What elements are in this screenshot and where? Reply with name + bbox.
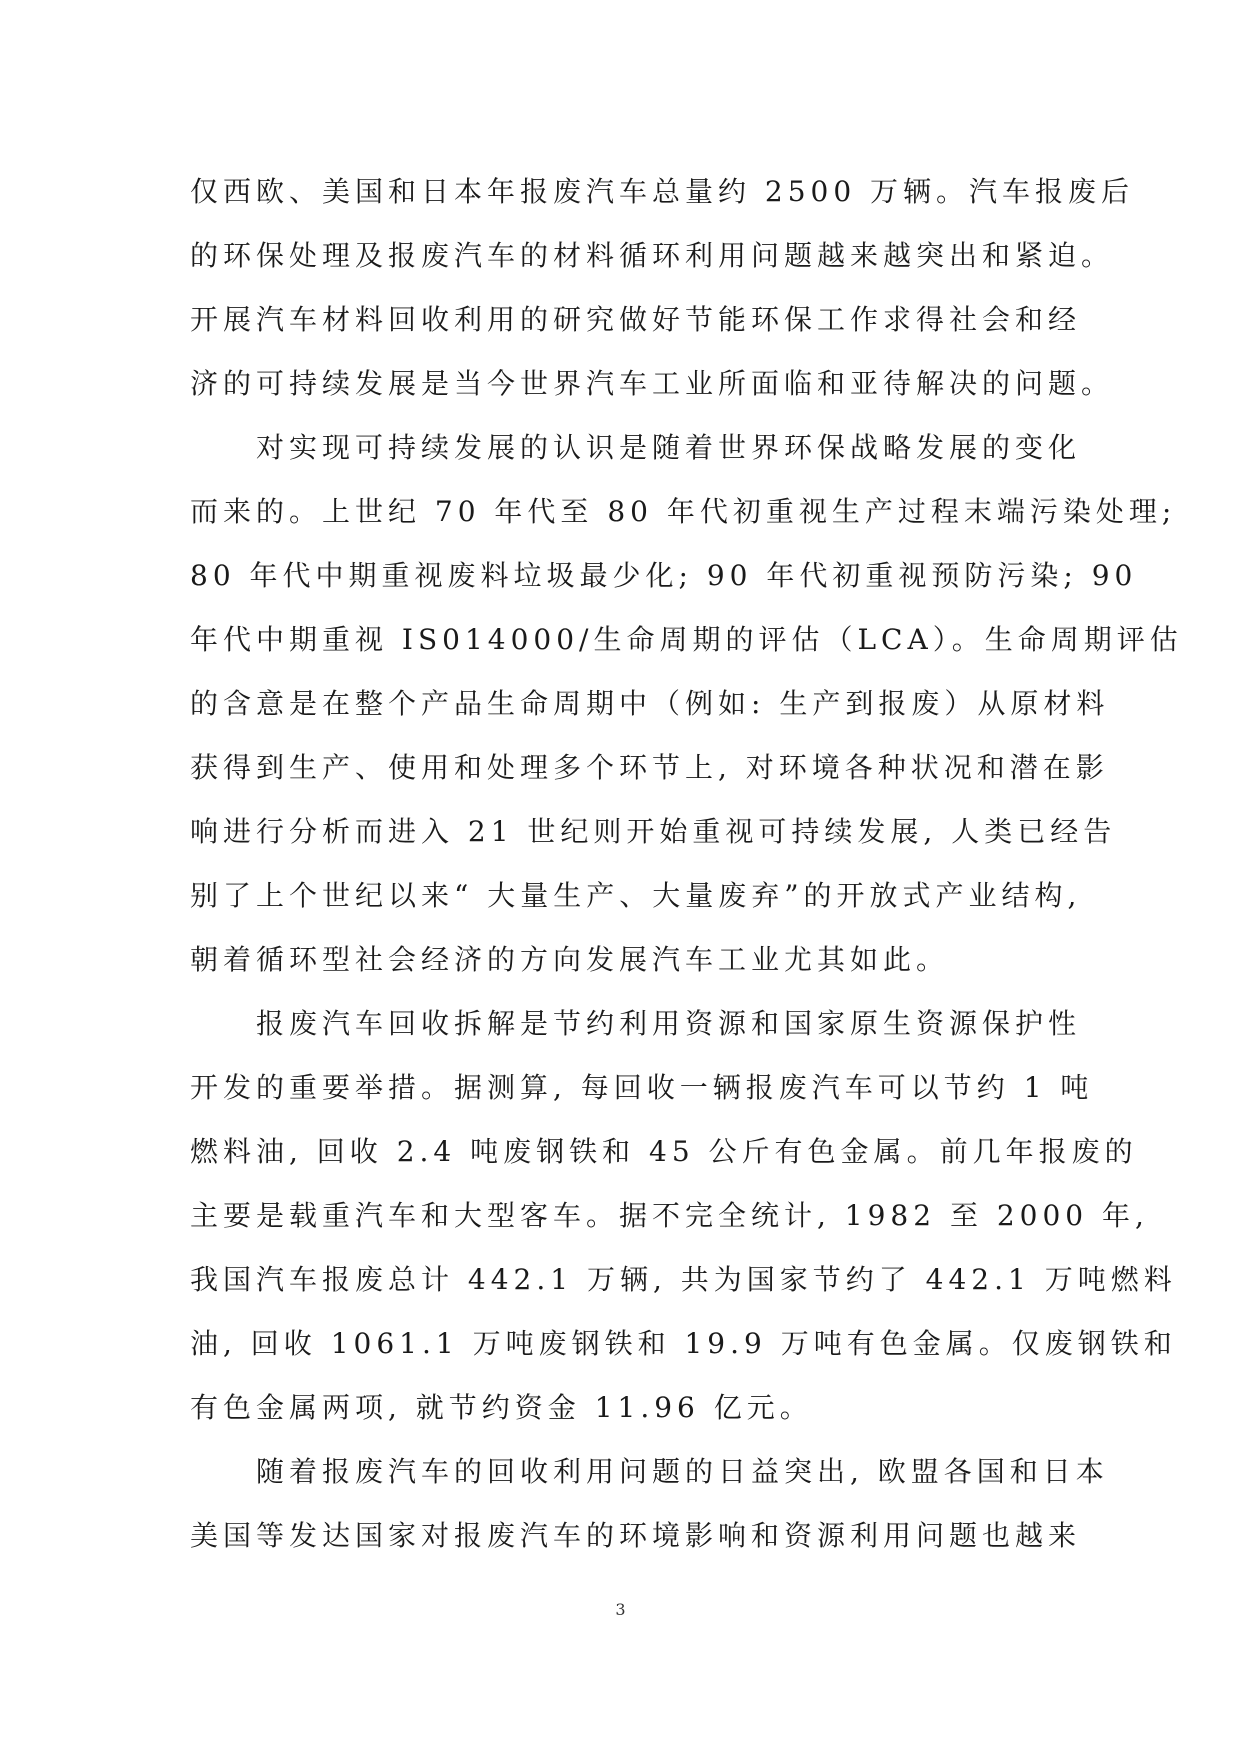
text-line: 响进行分析而进入 21 世纪则开始重视可持续发展, 人类已经告 (190, 815, 1117, 848)
text-line: 的环保处理及报废汽车的材料循环利用问题越来越突出和紧迫。 (190, 239, 1115, 272)
text-line: 80 年代中期重视废料垃圾最少化; 90 年代初重视预防污染; 90 (190, 559, 1138, 592)
text-line: 油, 回收 1061.1 万吨废钢铁和 19.9 万吨有色金属。仅废钢铁和 (190, 1327, 1177, 1360)
body-text (190, 160, 1183, 1568)
text-line: 而来的。上世纪 70 年代至 80 年代初重视生产过程末端污染处理; (190, 495, 1177, 528)
text-line: 获得到生产、使用和处理多个环节上, 对环境各种状况和潜在影 (190, 751, 1109, 784)
text-line: 随着报废汽车的回收利用问题的日益突出, 欧盟各国和日本 (190, 1455, 1109, 1488)
text-line: 济的可持续发展是当今世界汽车工业所面临和亚待解决的问题。 (190, 367, 1115, 400)
text-line: 报废汽车回收拆解是节约利用资源和国家原生资源保护性 (190, 1007, 1082, 1040)
text-line: 我国汽车报废总计 442.1 万辆, 共为国家节约了 442.1 万吨燃料 (190, 1263, 1177, 1296)
page-number: 3 (615, 1600, 626, 1619)
text-line: 别了上个世纪以来“ 大量生产、大量废弃”的开放式产业结构, (190, 879, 1082, 912)
text-line: 有色金属两项, 就节约资金 11.96 亿元。 (190, 1391, 813, 1424)
text-line: 开发的重要举措。据测算, 每回收一辆报废汽车可以节约 1 吨 (190, 1071, 1094, 1104)
text-line: 年代中期重视 IS014000/生命周期的评估（LCA）。生命周期评估 (190, 623, 1183, 656)
text-line: 朝着循环型社会经济的方向发展汽车工业尤其如此。 (190, 943, 950, 976)
text-line: 对实现可持续发展的认识是随着世界环保战略发展的变化 (190, 431, 1082, 464)
text-line: 开展汽车材料回收利用的研究做好节能环保工作求得社会和经 (190, 303, 1082, 336)
text-line: 主要是载重汽车和大型客车。据不完全统计, 1982 至 2000 年, (190, 1199, 1149, 1232)
text-line: 燃料油, 回收 2.4 吨废钢铁和 45 公斤有色金属。前几年报废的 (190, 1135, 1138, 1168)
text-line: 美国等发达国家对报废汽车的环境影响和资源利用问题也越来 (190, 1519, 1082, 1552)
text-line: 仅西欧、美国和日本年报废汽车总量约 2500 万辆。汽车报废后 (190, 175, 1135, 208)
text-line: 的含意是在整个产品生命周期中（例如: 生产到报废）从原材料 (190, 687, 1110, 720)
